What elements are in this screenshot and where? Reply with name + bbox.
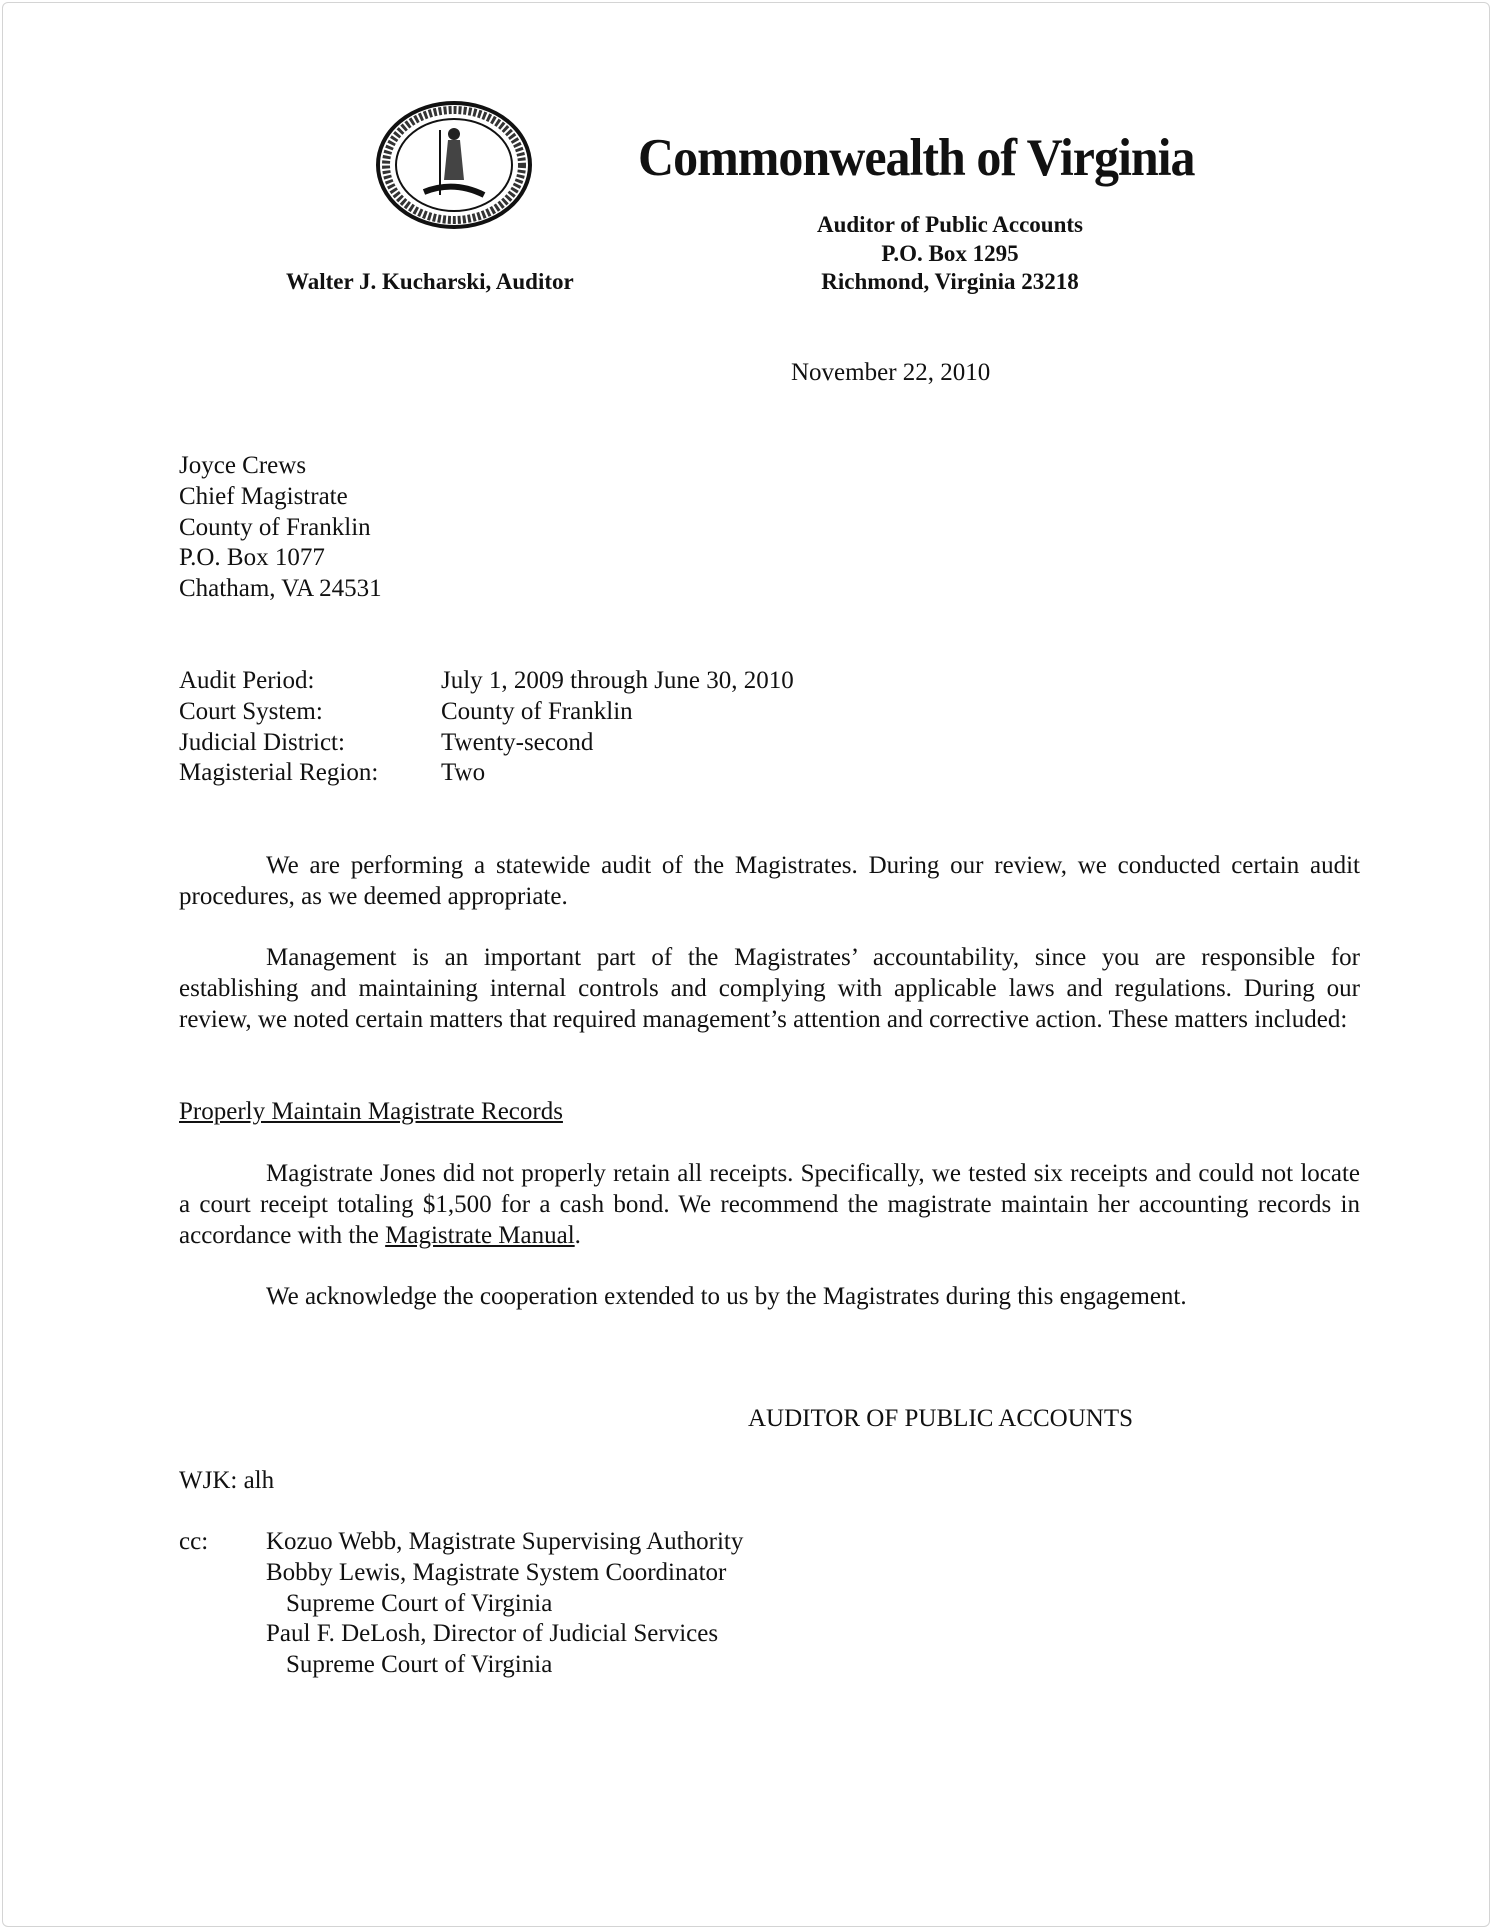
audit-info-row: [179, 728, 794, 759]
recipient-address: [179, 451, 382, 605]
cc-label: cc:: [179, 1528, 209, 1555]
office-po-box: P.O. Box 1295: [881, 241, 1019, 266]
cc-line: Kozuo Webb, Magistrate Supervising Authority: [266, 1528, 744, 1555]
cc-line: Supreme Court of Virginia: [286, 1589, 553, 1617]
recipient-line: County of Franklin: [179, 513, 371, 541]
cc-line: Bobby Lewis, Magistrate System Coordinator: [266, 1558, 727, 1586]
magistrate-manual-reference: Magistrate Manual: [385, 1221, 575, 1249]
audit-value: Two: [441, 759, 486, 787]
audit-label: Court System:: [179, 697, 323, 725]
virginia-seal-logo: [374, 100, 534, 230]
paragraph-management: Management is an important part of the Magistrates’ accountability, since you are responsible for establishing and maintaining internal controls and complying with applicable laws and regulations. During our review, we noted certain matters that required management’s attention and corrective action. These matters included:: [179, 944, 1360, 1033]
audit-label: Audit Period:: [179, 667, 315, 694]
audit-info: [179, 666, 794, 789]
auditor-name: Walter J. Kucharski, Auditor: [286, 269, 574, 294]
letterhead-title: Commonwealth of Virginia: [638, 127, 1195, 187]
office-city: Richmond, Virginia 23218: [821, 269, 1079, 294]
cc-line: Paul F. DeLosh, Director of Judicial Services: [266, 1620, 719, 1648]
audit-label: Judicial District:: [179, 728, 345, 756]
paragraph-intro: We are performing a statewide audit of the Magistrates. During our review, we conducted certain audit procedures, as we deemed appropriate.: [179, 852, 1360, 910]
audit-label: Magisterial Region:: [179, 759, 379, 787]
audit-value: July 1, 2009 through June 30, 2010: [441, 667, 794, 694]
recipient-line: P.O. Box 1077: [179, 544, 325, 572]
initials: WJK: alh: [179, 1467, 275, 1494]
audit-info-row: [179, 758, 794, 789]
paragraph-finding: [179, 1159, 1360, 1251]
letter-date: November 22, 2010: [791, 359, 991, 386]
audit-info-row: [179, 697, 794, 728]
cc-line: Supreme Court of Virginia: [286, 1651, 553, 1679]
recipient-line: Joyce Crews: [179, 452, 307, 479]
office-name: Auditor of Public Accounts: [816, 212, 1084, 237]
recipient-line: Chief Magistrate: [179, 482, 348, 510]
recipient-line: Chatham, VA 24531: [179, 575, 382, 603]
audit-info-row: [179, 666, 794, 697]
audit-value: County of Franklin: [441, 697, 633, 725]
paragraph-acknowledgement: We acknowledge the cooperation extended to us by the Magistrates during this engagement.: [266, 1283, 1187, 1310]
signature-block: AUDITOR OF PUBLIC ACCOUNTS: [748, 1405, 1134, 1432]
cc-list: [266, 1527, 743, 1681]
finding-text: Magistrate Jones did not properly retain all receipts. Specifically, we tested six receipts and could not locate a court receipt totaling $1,500 for a cash bond. We recommend the magistrate maintain her accounting records in accordance with the: [179, 1160, 1360, 1249]
finding-heading: [179, 1097, 563, 1128]
finding-text-end: .: [574, 1221, 581, 1249]
audit-value: Twenty-second: [441, 728, 594, 756]
finding-heading-text: Properly Maintain Magistrate Records: [179, 1098, 563, 1125]
